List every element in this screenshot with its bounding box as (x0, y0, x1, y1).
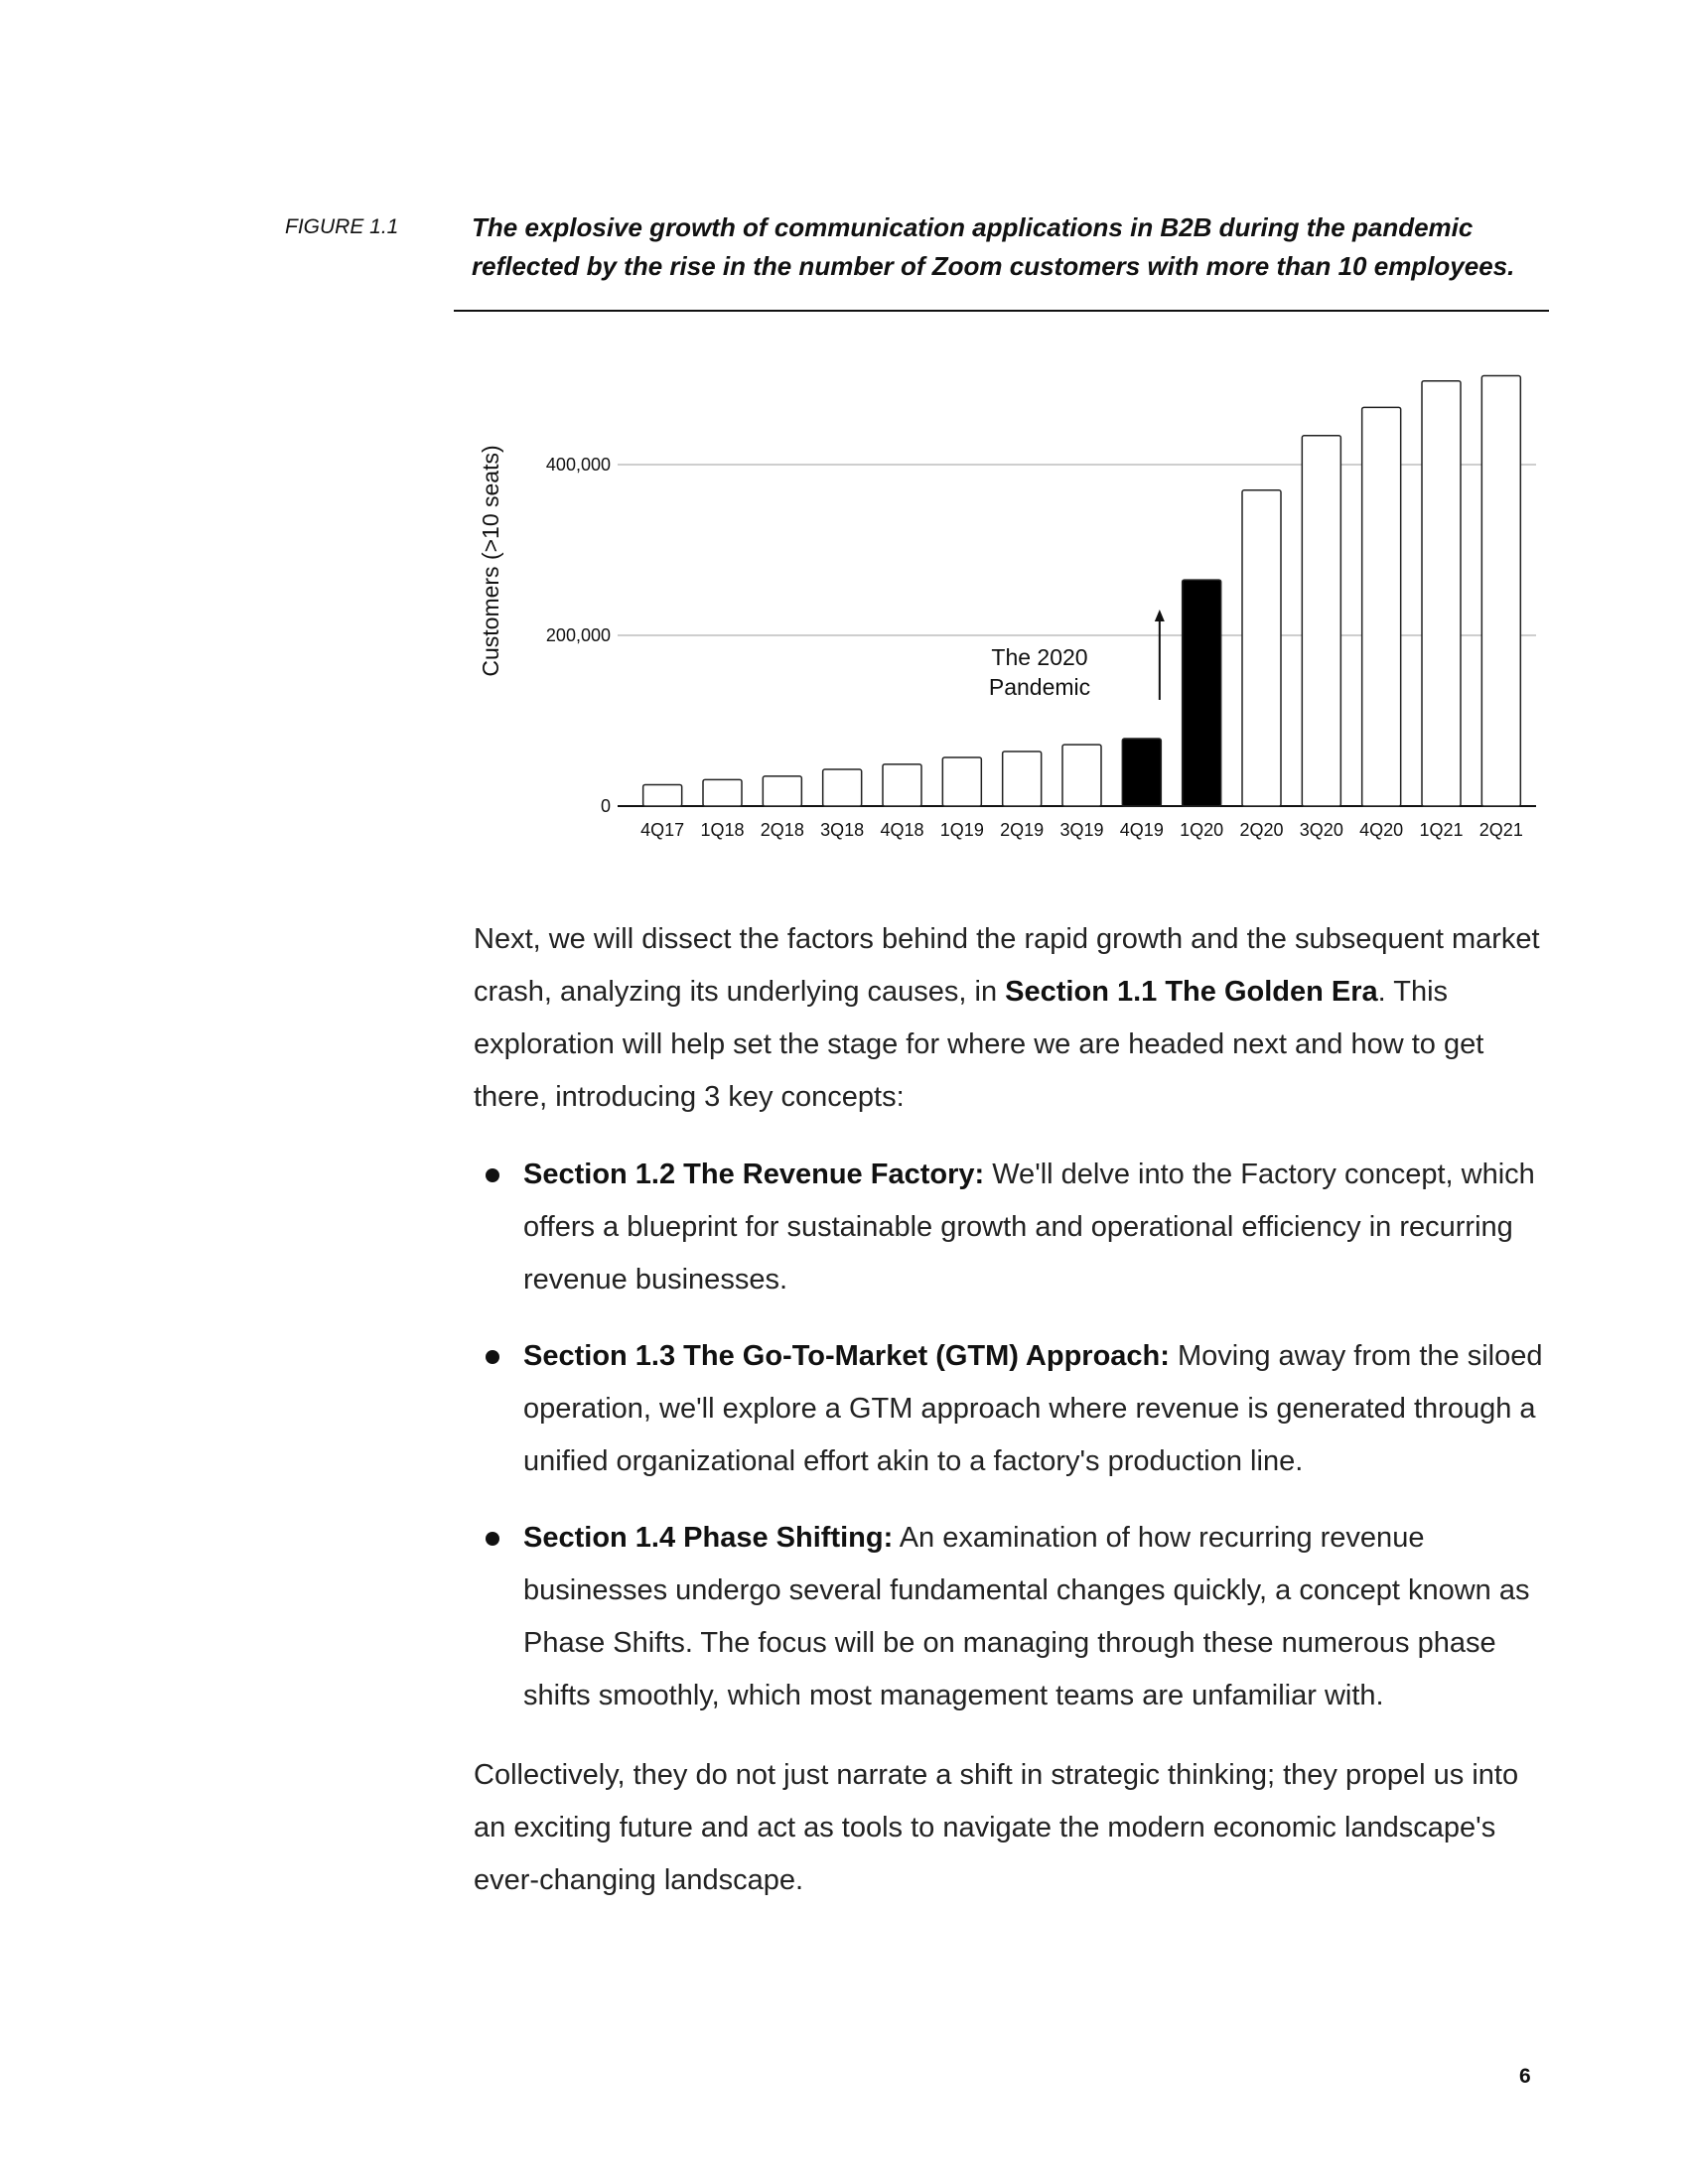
chart-bars (643, 376, 1521, 806)
intro-section-ref: Section 1.1 The Golden Era (1005, 976, 1378, 1008)
chart-y-tick-label: 400,000 (545, 455, 611, 475)
chart-bar-4q17 (643, 785, 682, 807)
chart-bar-4q18 (883, 764, 921, 806)
chart-bar-1q21 (1422, 381, 1461, 806)
list-item (474, 1149, 1556, 1306)
bullet-icon (486, 1532, 499, 1546)
chart-bar-3q19 (1062, 745, 1101, 806)
chart-x-ticks (640, 820, 1523, 840)
figure-label: FIGURE 1.1 (285, 215, 399, 238)
chart-x-tick-label: 4Q17 (640, 820, 685, 840)
intro-text-end: . This exploration will help set the stage for where we are headed next and how to get there, introducing 3 key concepts: (474, 976, 1484, 1113)
list-item (474, 1512, 1556, 1722)
annotation-arrowhead (1155, 610, 1165, 621)
list-item-text: An examination of how recurring revenue businesses undergo several fundamental changes quickly, a concept known as Phase Shifts. The focus will be on managing through these numerous phase shifts smoothly, which most management teams are unfamiliar with. (523, 1522, 1530, 1711)
page-number: 6 (1519, 2065, 1531, 2088)
closing-paragraph: Collectively, they do not just narrate a shift in strategic thinking; they propel us into an exciting future and act as tools to navigate the modern economic landscape's ever-changing landscape. (474, 1759, 1519, 1896)
chart-x-tick-label: 2Q18 (760, 820, 804, 840)
chart-x-tick-label: 1Q20 (1180, 820, 1224, 840)
figure-divider (454, 310, 1549, 312)
list-item-title: Section 1.2 The Revenue Factory: (523, 1159, 985, 1190)
chart-bar-3q20 (1302, 436, 1340, 806)
chart-bar-4q20 (1362, 407, 1401, 806)
chart-x-tick-label: 3Q20 (1299, 820, 1343, 840)
chart-x-tick-label: 3Q18 (820, 820, 865, 840)
figure-caption: The explosive growth of communication applications in B2B during the pandemic reflected by the rise in the number of Zoom customers with more than 10 employees. (472, 212, 1515, 281)
list-item-title: Section 1.4 Phase Shifting: (523, 1522, 894, 1554)
chart-x-tick-label: 4Q19 (1119, 820, 1164, 840)
chart-bar-3q18 (823, 769, 862, 806)
chart-bar-1q19 (942, 757, 981, 806)
intro-text-start: Next, we will dissect the factors behind the rapid growth and the subsequent market crash, analyzing its underlying causes, in (474, 923, 1540, 1008)
chart-x-tick-label: 2Q20 (1239, 820, 1284, 840)
bullet-icon (486, 1350, 499, 1364)
chart-bar-2q18 (763, 776, 801, 806)
chart-x-tick-label: 2Q19 (1000, 820, 1045, 840)
chart-bar-4q19 (1122, 739, 1161, 806)
list-item (474, 1330, 1556, 1488)
chart-x-tick-label: 2Q21 (1478, 820, 1523, 840)
annotation-line-1: The 2020 (991, 644, 1088, 670)
list-item-text: Moving away from the siloed operation, we'll explore a GTM approach where revenue is generated through a unified organizational effort akin to a factory's production line. (523, 1340, 1543, 1477)
chart-bar-2q21 (1481, 376, 1520, 806)
list-item-title: Section 1.3 The Go-To-Market (GTM) Approach: (523, 1340, 1170, 1372)
chart-x-tick-label: 1Q19 (939, 820, 984, 840)
annotation-line-2: Pandemic (988, 674, 1091, 700)
chart-y-axis-label: Customers (>10 seats) (478, 445, 503, 677)
chart-x-tick-label: 4Q20 (1359, 820, 1404, 840)
intro-paragraph (474, 913, 1556, 1124)
customers-bar-chart (454, 338, 1549, 854)
pandemic-annotation (989, 610, 1165, 700)
bullet-icon (486, 1168, 499, 1182)
chart-x-tick-label: 1Q18 (700, 820, 745, 840)
chart-x-tick-label: 3Q19 (1059, 820, 1104, 840)
chart-bar-1q20 (1183, 580, 1221, 806)
list-item-text: We'll delve into the Factory concept, which offers a blueprint for sustainable growth and operational efficiency in recurring revenue businesses. (523, 1159, 1535, 1296)
chart-y-tick-label: 200,000 (545, 625, 611, 645)
chart-bar-2q19 (1003, 751, 1042, 806)
concept-list (474, 1149, 1556, 1746)
chart-y-tick-label: 0 (600, 796, 611, 816)
chart-x-tick-label: 4Q18 (880, 820, 924, 840)
chart-bar-1q18 (703, 779, 742, 806)
chart-bar-2q20 (1242, 490, 1281, 806)
chart-y-ticks (546, 455, 611, 816)
chart-x-tick-label: 1Q21 (1419, 820, 1464, 840)
